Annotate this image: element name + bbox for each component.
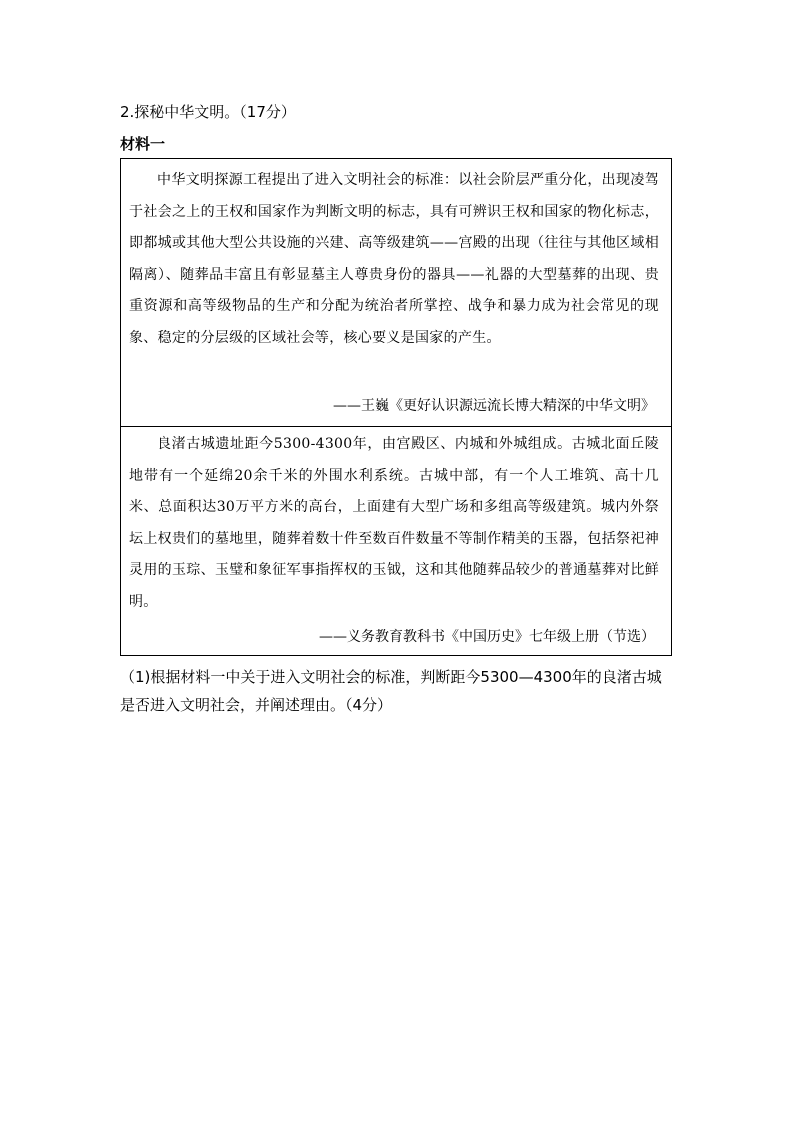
material-section-2 [121, 427, 671, 657]
material-section-1 [121, 159, 671, 427]
question-title: 2.探秘中华文明。（17分） [120, 103, 296, 121]
material-box [120, 158, 672, 656]
material-paragraph-1: 中华文明探源工程提出了进入文明社会的标准：以社会阶层严重分化，出现凌驾于社会之上的王权和国家作为判断文明的标志，具有可辨识王权和国家的物化标志，即都城或其他大型公共设施的兴建、高等级建筑——宫殿的出现（往往与其他区域相隔离）、随葬品丰富且有彰显墓主人尊贵身份的器具——礼器的大型墓葬的出现、贵重资源和高等级物品的生产和分配为统治者所掌控、战争和暴力成为社会常见的现象、稳定的分层级的区域社会等，核心要义是国家的产生。 [129, 172, 659, 346]
material-paragraph-2: 良渚古城遗址距今5300-4300年，由宫殿区、内城和外城组成。古城北面丘陵地带有一个延绵20余千米的外围水利系统。古城中部，有一个人工堆筑、高十几米、总面积达30万平方米的高台，上面建有大型广场和多组高等级建筑。城内外祭坛上权贵们的墓地里，随葬着数十件至数百件数量不等制作精美的玉器，包括祭祀神灵用的玉琮、玉璧和象征军事指挥权的玉钺，这和其他随葬品较少的普通墓葬对比鲜明。 [129, 436, 659, 610]
material-source-1: ——王巍《更好认识源远流长博大精深的中华文明》 [333, 398, 655, 414]
material-source-2: ——义务教育教科书《中国历史》七年级上册（节选） [319, 629, 655, 645]
material-label: 材料一 [120, 135, 166, 153]
sub-question-1: （1)根据材料一中关于进入文明社会的标准，判断距今5300—4300年的良渚古城是否进入文明社会，并阐述理由。（4分） [120, 668, 662, 714]
